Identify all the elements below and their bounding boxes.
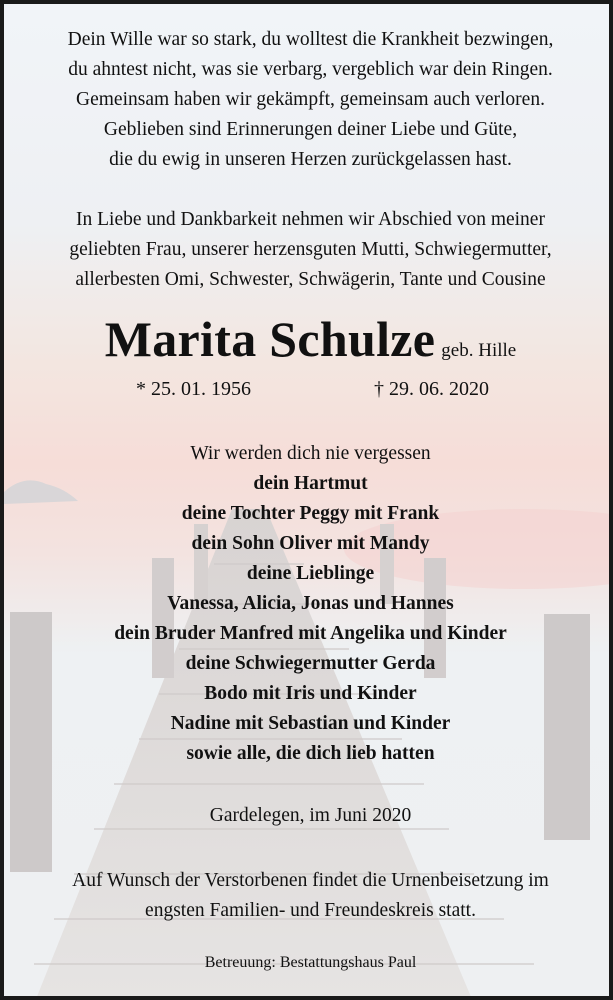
mourner-line: deine Schwiegermutter Gerda: [185, 653, 436, 674]
deceased-name: Marita Schulze: [104, 311, 436, 367]
mourner-line: deine Tochter Peggy mit Frank: [181, 503, 440, 524]
intro-line: In Liebe und Dankbarkeit nehmen wir Abschied von meiner: [76, 209, 545, 230]
mourner-line: Vanessa, Alicia, Jonas und Hannes: [167, 593, 454, 614]
mourners-lead: Wir werden dich nie vergessen: [190, 443, 431, 464]
poem-line: du ahntest nicht, was sie verbarg, vergeblich war dein Ringen.: [68, 59, 553, 80]
mourner-line: dein Sohn Oliver mit Mandy: [191, 533, 430, 554]
intro-line: geliebten Frau, unserer herzensguten Mutti, Schwiegermutter,: [69, 239, 552, 260]
death-date: † 29. 06. 2020: [374, 378, 489, 400]
maiden-name: geb. Hille: [441, 340, 517, 361]
birth-date: * 25. 01. 1956: [136, 378, 251, 400]
place-date: Gardelegen, im Juni 2020: [209, 805, 412, 826]
mourner-line: Bodo mit Iris und Kinder: [204, 683, 417, 704]
intro-line: allerbesten Omi, Schwester, Schwägerin, Tante und Cousine: [75, 269, 546, 290]
mourner-line: sowie alle, die dich lieb hatten: [186, 743, 435, 764]
mourner-line: Nadine mit Sebastian und Kinder: [170, 713, 451, 734]
poem-line: Gemeinsam haben wir gekämpft, gemeinsam auch verloren.: [76, 89, 545, 110]
funeral-home-credit: Betreuung: Bestattungshaus Paul: [204, 954, 417, 971]
mourner-line: dein Hartmut: [253, 473, 368, 494]
poem-line: Dein Wille war so stark, du wolltest die Krankheit bezwingen,: [67, 29, 554, 50]
deceased-name-row: [4, 310, 613, 376]
burial-line: engsten Familien- und Freundeskreis statt.: [145, 900, 476, 921]
burial-line: Auf Wunsch der Verstorbenen findet die Urnenbeisetzung im: [72, 870, 549, 891]
poem-line: die du ewig in unseren Herzen zurückgelassen hast.: [109, 149, 512, 170]
mourner-line: dein Bruder Manfred mit Angelika und Kinder: [114, 623, 507, 644]
poem-line: Geblieben sind Erinnerungen deiner Liebe und Güte,: [103, 119, 518, 140]
mourner-line: deine Lieblinge: [246, 563, 375, 584]
